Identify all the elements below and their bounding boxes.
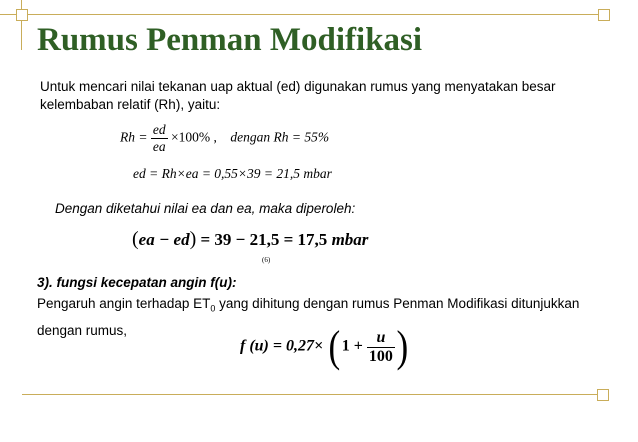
formula-difference-unit: mbar	[331, 230, 369, 249]
formula-wind-denominator: 100	[368, 347, 393, 365]
formula-rh	[120, 122, 329, 155]
given-text: Dengan diketahui nilai ea dan ea, maka diperoleh:	[55, 201, 356, 216]
top-left-square	[16, 9, 28, 21]
equation-number: (6)	[262, 256, 271, 264]
formula-difference	[132, 228, 368, 251]
formula-wind-fraction	[367, 329, 395, 366]
formula-rh-percent: ×100% ,	[170, 129, 217, 145]
left-rule	[21, 0, 22, 50]
formula-rh-fraction	[151, 122, 168, 155]
formula-difference-close: )	[189, 228, 197, 250]
bottom-right-square	[597, 389, 609, 401]
formula-wind-lhs: f (u) = 0,27×	[240, 337, 324, 355]
section-body-end: yang dihitung dengan rumus Penman Modifikasi ditunjukkan dengan rumus,	[37, 296, 580, 338]
formula-difference-open: (	[132, 228, 139, 250]
formula-rh-condition: dengan Rh = 55%	[230, 129, 330, 145]
formula-wind-one: 1 +	[341, 337, 367, 355]
formula-wind-numerator: u	[367, 329, 395, 348]
formula-wind-open-paren: (	[328, 322, 341, 371]
section-body-subscript: 0	[210, 303, 216, 314]
top-rule	[0, 14, 603, 15]
formula-difference-rest: = 39 − 21,5 = 17,5	[196, 230, 332, 249]
page-title: Rumus Penman Modifikasi	[37, 22, 423, 58]
top-right-square	[598, 9, 610, 21]
intro-text: Untuk mencari nilai tekanan uap aktual (ed) digunakan rumus yang menyatakan besar kelembaban relatif (Rh), yaitu:	[40, 79, 556, 112]
formula-rh-denominator: ea	[152, 139, 166, 154]
bottom-rule	[22, 394, 602, 395]
formula-rh-numerator: ed	[152, 122, 166, 137]
formula-wind	[240, 322, 410, 371]
formula-ed: ed = Rh×ea = 0,55×39 = 21,5 mbar	[133, 166, 332, 181]
formula-wind-close-paren: )	[396, 322, 409, 371]
formula-difference-inner: ea − ed	[138, 230, 190, 249]
section-body-start: Pengaruh angin terhadap ET	[37, 296, 211, 311]
formula-rh-lhs: Rh =	[120, 129, 148, 145]
section-heading: 3). fungsi kecepatan angin f(u):	[37, 275, 237, 290]
